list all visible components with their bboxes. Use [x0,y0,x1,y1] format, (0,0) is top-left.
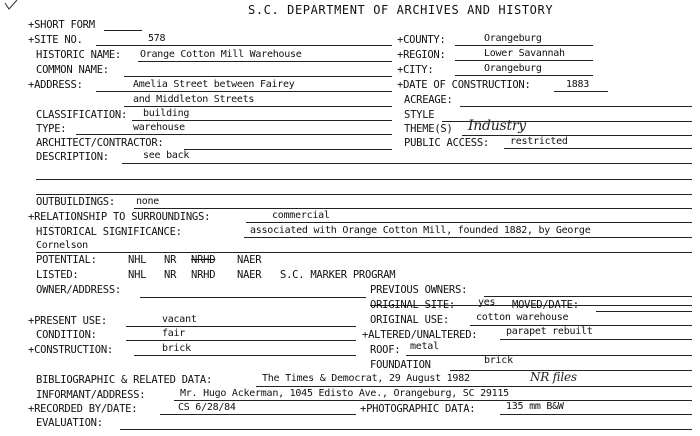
potential-nhl: NHL [128,254,147,266]
potential-naer: NAER [237,254,262,266]
city-label: +CITY: [397,64,434,76]
public-access-value: restricted [510,136,568,147]
type-line [76,134,392,135]
roof-label: ROOF: [370,344,401,356]
date-label: +DATE OF CONSTRUCTION: [397,79,531,91]
site-no-value: 578 [148,33,166,44]
classification-value: building [143,108,190,119]
city-line [455,75,593,76]
type-label: TYPE: [36,123,67,135]
county-line [455,45,593,46]
address-line1-rule [96,91,392,92]
biblio-value: The Times & Democrat, 29 August 1982 [262,373,470,384]
acreage-line [460,106,692,107]
public-access-label: PUBLIC ACCESS: [404,137,490,149]
listed-nrhd: NRHD [191,269,216,281]
biblio-line [256,386,692,387]
photo-label: +PHOTOGRAPHIC DATA: [360,403,476,415]
recorded-value: CS 6/28/84 [178,402,236,413]
short-form-line [104,30,142,31]
date-line [554,91,608,92]
potential-nrhd: NRHD [191,254,216,266]
relationship-label: +RELATIONSHIP TO SURROUNDINGS: [28,211,211,223]
condition-line [126,340,356,341]
owner-line [140,297,366,298]
roof-value: metal [410,341,439,352]
significance-line1: associated with Orange Cotton Mill, founded 1882, by George [250,225,591,236]
historic-name-value: Orange Cotton Mill Warehouse [140,49,302,60]
foundation-value: brick [484,355,513,366]
city-value: Orangeburg [484,63,542,74]
photo-value: 135 mm B&W [506,401,564,412]
outbuildings-line [134,208,692,209]
informant-value: Mr. Hugo Ackerman, 1045 Edisto Ave., Orangeburg, SC 29115 [180,388,509,399]
significance-line-2 [36,252,692,253]
date-value: 1883 [566,79,590,90]
moved-label: MOVED/DATE: [512,299,579,311]
marker-program-label: S.C. MARKER PROGRAM [280,269,396,281]
description-value: see back [143,150,190,161]
roof-line [406,355,692,356]
common-name-label: COMMON NAME: [36,64,109,76]
listed-nr: NR [164,269,177,281]
foundation-label: FOUNDATION [370,359,431,371]
check-mark-icon [4,0,18,10]
outbuildings-label: OUTBUILDINGS: [36,196,115,208]
county-label: +COUNTY: [397,34,446,46]
previous-owners-line [484,296,692,297]
address-line2: and Middleton Streets [133,94,255,105]
region-line [455,60,593,61]
altered-label: +ALTERED/UNALTERED: [362,329,478,341]
architect-line [184,149,392,150]
present-use-label: +PRESENT USE: [28,315,107,327]
previous-owners-label: PREVIOUS OWNERS: [370,284,468,296]
original-use-label: ORIGINAL USE: [370,314,449,326]
recorded-label: +RECORDED BY/DATE: [28,403,138,415]
original-site-label: ORIGINAL SITE: [370,299,456,311]
construction-label: +CONSTRUCTION: [28,344,114,356]
outbuildings-value: none [136,196,160,207]
description-line-2 [36,179,692,180]
address-line1: Amelia Street between Fairey [133,79,295,90]
construction-value: brick [162,343,191,354]
condition-label: CONDITION: [36,329,97,341]
present-use-value: vacant [162,314,197,325]
style-label: STYLE [404,109,435,121]
acreage-label: ACREAGE: [404,94,453,106]
short-form-label: +SHORT FORM [28,19,95,31]
construction-line [134,355,356,356]
evaluation-label: EVALUATION: [36,417,103,429]
informant-label: INFORMANT/ADDRESS: [36,389,146,401]
address-label: +ADDRESS: [28,79,83,91]
themes-value: Industry [468,118,526,134]
site-no-label: +SITE NO. [28,34,83,46]
listed-naer: NAER [237,269,262,281]
evaluation-line [120,429,692,430]
biblio-note: NR files [530,370,577,384]
potential-nr: NR [164,254,177,266]
region-value: Lower Savannah [484,48,565,59]
original-use-value: cotton warehouse [476,312,569,323]
significance-line2: Cornelson [36,240,88,251]
altered-value: parapet rebuilt [506,326,593,337]
informant-line [174,400,692,401]
page-title: S.C. DEPARTMENT OF ARCHIVES AND HISTORY [248,3,554,17]
type-value: warehouse [133,122,185,133]
site-no-line [96,45,392,46]
region-label: +REGION: [397,49,446,61]
historic-name-line [138,61,392,62]
architect-label: ARCHITECT/CONTRACTOR: [36,137,164,149]
themes-label: THEME(S) [404,123,453,135]
relationship-value: commercial [272,210,330,221]
listed-nhl: NHL [128,269,147,281]
classification-line [132,120,392,121]
description-label: DESCRIPTION: [36,151,109,163]
themes-line [462,135,692,136]
altered-line [500,339,692,340]
listed-label: LISTED: [36,269,79,281]
recorded-line [160,414,356,415]
relationship-line [246,222,692,223]
significance-line [244,237,692,238]
public-access-line [504,148,692,149]
condition-value: fair [162,328,186,339]
potential-label: POTENTIAL: [36,254,97,266]
original-site-value: yes [478,297,496,308]
address-line2-rule [124,106,392,107]
significance-label: HISTORICAL SIGNIFICANCE: [36,226,182,238]
present-use-line [126,326,356,327]
owner-label: OWNER/ADDRESS: [36,284,122,296]
description-line-3 [36,194,692,195]
classification-label: CLASSIFICATION: [36,109,128,121]
photo-line [500,414,692,415]
description-line-1 [122,163,692,164]
common-name-line [124,76,392,77]
county-value: Orangeburg [484,33,542,44]
biblio-label: BIBLIOGRAPHIC & RELATED DATA: [36,374,213,386]
moved-line [596,311,692,312]
historic-name-label: HISTORIC NAME: [36,49,122,61]
